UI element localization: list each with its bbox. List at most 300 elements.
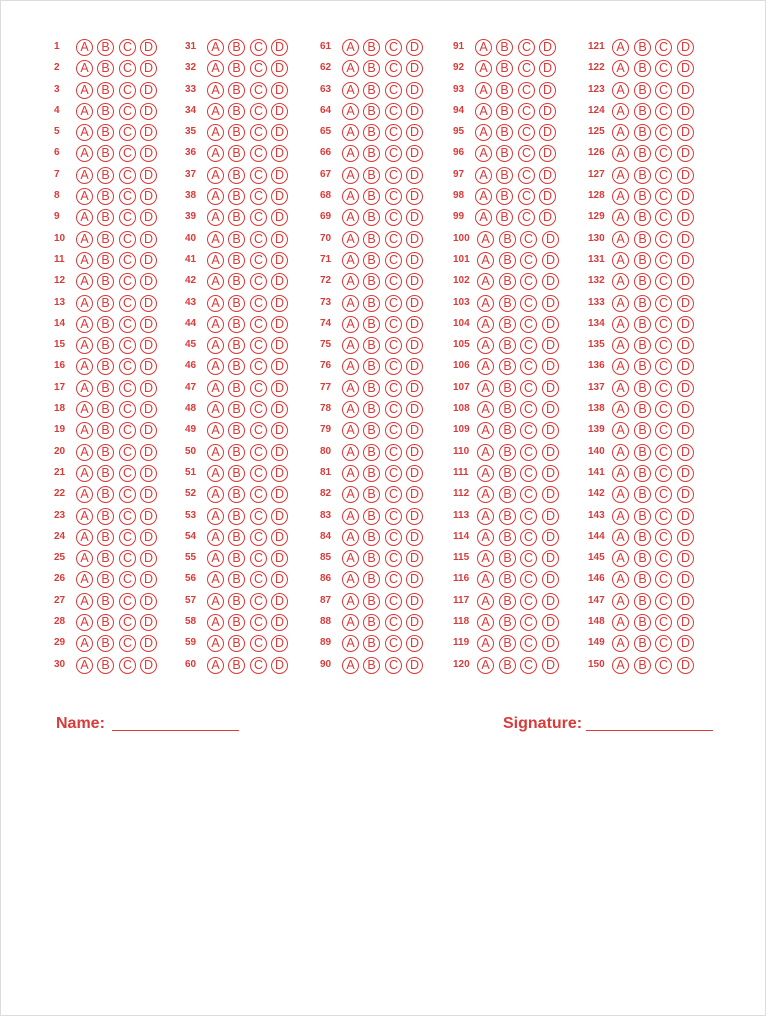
answer-bubble-c[interactable]: C <box>385 529 402 546</box>
answer-bubble-a[interactable]: A <box>475 167 492 184</box>
answer-bubble-a[interactable]: A <box>612 657 629 674</box>
answer-bubble-c[interactable]: C <box>385 380 402 397</box>
answer-bubble-a[interactable]: A <box>207 337 224 354</box>
answer-bubble-b[interactable]: B <box>363 124 380 141</box>
answer-bubble-b[interactable]: B <box>634 316 651 333</box>
answer-bubble-b[interactable]: B <box>228 465 245 482</box>
answer-bubble-b[interactable]: B <box>97 422 114 439</box>
answer-bubble-c[interactable]: C <box>385 571 402 588</box>
answer-bubble-d[interactable]: D <box>406 60 423 77</box>
answer-bubble-c[interactable]: C <box>119 529 136 546</box>
answer-bubble-c[interactable]: C <box>655 380 672 397</box>
answer-bubble-c[interactable]: C <box>250 635 267 652</box>
answer-bubble-d[interactable]: D <box>677 657 694 674</box>
answer-bubble-a[interactable]: A <box>612 614 629 631</box>
answer-bubble-a[interactable]: A <box>612 444 629 461</box>
answer-bubble-c[interactable]: C <box>250 273 267 290</box>
answer-bubble-b[interactable]: B <box>499 508 516 525</box>
answer-bubble-a[interactable]: A <box>475 188 492 205</box>
answer-bubble-a[interactable]: A <box>612 571 629 588</box>
answer-bubble-b[interactable]: B <box>97 635 114 652</box>
answer-bubble-a[interactable]: A <box>477 614 494 631</box>
answer-bubble-c[interactable]: C <box>655 209 672 226</box>
answer-bubble-a[interactable]: A <box>342 550 359 567</box>
answer-bubble-c[interactable]: C <box>520 593 537 610</box>
answer-bubble-d[interactable]: D <box>539 145 556 162</box>
answer-bubble-a[interactable]: A <box>612 145 629 162</box>
answer-bubble-b[interactable]: B <box>634 167 651 184</box>
answer-bubble-c[interactable]: C <box>518 60 535 77</box>
answer-bubble-a[interactable]: A <box>475 209 492 226</box>
answer-bubble-d[interactable]: D <box>677 550 694 567</box>
answer-bubble-b[interactable]: B <box>499 657 516 674</box>
answer-bubble-b[interactable]: B <box>97 188 114 205</box>
answer-bubble-c[interactable]: C <box>655 401 672 418</box>
answer-bubble-b[interactable]: B <box>228 529 245 546</box>
answer-bubble-a[interactable]: A <box>612 508 629 525</box>
answer-bubble-b[interactable]: B <box>363 401 380 418</box>
answer-bubble-a[interactable]: A <box>76 571 93 588</box>
answer-bubble-c[interactable]: C <box>655 422 672 439</box>
answer-bubble-c[interactable]: C <box>119 82 136 99</box>
answer-bubble-d[interactable]: D <box>140 39 157 56</box>
answer-bubble-d[interactable]: D <box>542 486 559 503</box>
answer-bubble-a[interactable]: A <box>475 145 492 162</box>
answer-bubble-b[interactable]: B <box>634 358 651 375</box>
answer-bubble-a[interactable]: A <box>207 295 224 312</box>
answer-bubble-c[interactable]: C <box>655 124 672 141</box>
answer-bubble-b[interactable]: B <box>499 550 516 567</box>
answer-bubble-b[interactable]: B <box>97 529 114 546</box>
answer-bubble-a[interactable]: A <box>477 252 494 269</box>
answer-bubble-a[interactable]: A <box>477 422 494 439</box>
answer-bubble-b[interactable]: B <box>228 444 245 461</box>
answer-bubble-d[interactable]: D <box>677 209 694 226</box>
answer-bubble-b[interactable]: B <box>363 635 380 652</box>
answer-bubble-c[interactable]: C <box>385 337 402 354</box>
answer-bubble-a[interactable]: A <box>342 380 359 397</box>
answer-bubble-d[interactable]: D <box>271 593 288 610</box>
answer-bubble-b[interactable]: B <box>634 231 651 248</box>
signature-line[interactable] <box>586 730 713 731</box>
answer-bubble-c[interactable]: C <box>520 657 537 674</box>
answer-bubble-a[interactable]: A <box>342 465 359 482</box>
answer-bubble-b[interactable]: B <box>363 39 380 56</box>
answer-bubble-d[interactable]: D <box>140 252 157 269</box>
answer-bubble-c[interactable]: C <box>119 337 136 354</box>
answer-bubble-c[interactable]: C <box>385 209 402 226</box>
answer-bubble-c[interactable]: C <box>385 486 402 503</box>
answer-bubble-a[interactable]: A <box>475 60 492 77</box>
answer-bubble-a[interactable]: A <box>342 571 359 588</box>
answer-bubble-d[interactable]: D <box>539 39 556 56</box>
answer-bubble-b[interactable]: B <box>363 273 380 290</box>
answer-bubble-c[interactable]: C <box>655 188 672 205</box>
answer-bubble-d[interactable]: D <box>406 614 423 631</box>
answer-bubble-a[interactable]: A <box>477 465 494 482</box>
answer-bubble-c[interactable]: C <box>385 188 402 205</box>
answer-bubble-a[interactable]: A <box>612 273 629 290</box>
answer-bubble-a[interactable]: A <box>342 635 359 652</box>
answer-bubble-b[interactable]: B <box>363 103 380 120</box>
answer-bubble-a[interactable]: A <box>612 380 629 397</box>
answer-bubble-d[interactable]: D <box>140 316 157 333</box>
answer-bubble-a[interactable]: A <box>207 401 224 418</box>
answer-bubble-a[interactable]: A <box>342 593 359 610</box>
answer-bubble-c[interactable]: C <box>520 508 537 525</box>
answer-bubble-c[interactable]: C <box>119 295 136 312</box>
answer-bubble-c[interactable]: C <box>655 529 672 546</box>
answer-bubble-c[interactable]: C <box>119 358 136 375</box>
answer-bubble-d[interactable]: D <box>271 295 288 312</box>
answer-bubble-b[interactable]: B <box>496 124 513 141</box>
answer-bubble-c[interactable]: C <box>119 465 136 482</box>
answer-bubble-a[interactable]: A <box>612 358 629 375</box>
answer-bubble-d[interactable]: D <box>542 571 559 588</box>
answer-bubble-a[interactable]: A <box>477 657 494 674</box>
answer-bubble-d[interactable]: D <box>406 444 423 461</box>
answer-bubble-b[interactable]: B <box>228 657 245 674</box>
answer-bubble-a[interactable]: A <box>76 252 93 269</box>
answer-bubble-a[interactable]: A <box>207 593 224 610</box>
answer-bubble-a[interactable]: A <box>477 316 494 333</box>
answer-bubble-b[interactable]: B <box>228 614 245 631</box>
answer-bubble-d[interactable]: D <box>271 529 288 546</box>
answer-bubble-d[interactable]: D <box>406 82 423 99</box>
answer-bubble-d[interactable]: D <box>271 103 288 120</box>
answer-bubble-b[interactable]: B <box>634 593 651 610</box>
answer-bubble-c[interactable]: C <box>518 103 535 120</box>
answer-bubble-d[interactable]: D <box>542 380 559 397</box>
answer-bubble-c[interactable]: C <box>119 571 136 588</box>
answer-bubble-b[interactable]: B <box>634 60 651 77</box>
answer-bubble-d[interactable]: D <box>677 358 694 375</box>
answer-bubble-d[interactable]: D <box>406 571 423 588</box>
answer-bubble-d[interactable]: D <box>271 82 288 99</box>
answer-bubble-b[interactable]: B <box>634 82 651 99</box>
answer-bubble-a[interactable]: A <box>475 124 492 141</box>
answer-bubble-b[interactable]: B <box>634 529 651 546</box>
answer-bubble-d[interactable]: D <box>140 273 157 290</box>
answer-bubble-c[interactable]: C <box>520 635 537 652</box>
answer-bubble-a[interactable]: A <box>207 124 224 141</box>
answer-bubble-c[interactable]: C <box>250 401 267 418</box>
answer-bubble-d[interactable]: D <box>677 252 694 269</box>
answer-bubble-d[interactable]: D <box>140 571 157 588</box>
answer-bubble-b[interactable]: B <box>363 295 380 312</box>
answer-bubble-c[interactable]: C <box>520 571 537 588</box>
answer-bubble-d[interactable]: D <box>140 188 157 205</box>
answer-bubble-a[interactable]: A <box>76 167 93 184</box>
answer-bubble-d[interactable]: D <box>539 209 556 226</box>
answer-bubble-b[interactable]: B <box>228 593 245 610</box>
answer-bubble-a[interactable]: A <box>76 465 93 482</box>
answer-bubble-a[interactable]: A <box>612 550 629 567</box>
answer-bubble-d[interactable]: D <box>406 273 423 290</box>
answer-bubble-c[interactable]: C <box>385 145 402 162</box>
answer-bubble-d[interactable]: D <box>677 422 694 439</box>
answer-bubble-a[interactable]: A <box>207 529 224 546</box>
answer-bubble-b[interactable]: B <box>363 571 380 588</box>
answer-bubble-d[interactable]: D <box>140 231 157 248</box>
answer-bubble-c[interactable]: C <box>250 422 267 439</box>
answer-bubble-d[interactable]: D <box>539 103 556 120</box>
answer-bubble-b[interactable]: B <box>97 380 114 397</box>
answer-bubble-b[interactable]: B <box>228 316 245 333</box>
name-line[interactable] <box>112 730 239 731</box>
answer-bubble-a[interactable]: A <box>76 486 93 503</box>
answer-bubble-c[interactable]: C <box>655 465 672 482</box>
answer-bubble-a[interactable]: A <box>76 380 93 397</box>
answer-bubble-c[interactable]: C <box>119 550 136 567</box>
answer-bubble-d[interactable]: D <box>542 593 559 610</box>
answer-bubble-b[interactable]: B <box>496 82 513 99</box>
answer-bubble-d[interactable]: D <box>406 231 423 248</box>
answer-bubble-d[interactable]: D <box>271 60 288 77</box>
answer-bubble-d[interactable]: D <box>271 486 288 503</box>
answer-bubble-b[interactable]: B <box>363 444 380 461</box>
answer-bubble-a[interactable]: A <box>612 316 629 333</box>
answer-bubble-d[interactable]: D <box>406 124 423 141</box>
answer-bubble-c[interactable]: C <box>119 252 136 269</box>
answer-bubble-c[interactable]: C <box>518 82 535 99</box>
answer-bubble-d[interactable]: D <box>677 508 694 525</box>
answer-bubble-d[interactable]: D <box>271 614 288 631</box>
answer-bubble-b[interactable]: B <box>363 145 380 162</box>
answer-bubble-a[interactable]: A <box>76 593 93 610</box>
answer-bubble-b[interactable]: B <box>363 60 380 77</box>
answer-bubble-d[interactable]: D <box>542 337 559 354</box>
answer-bubble-c[interactable]: C <box>520 295 537 312</box>
answer-bubble-d[interactable]: D <box>271 508 288 525</box>
answer-bubble-a[interactable]: A <box>477 358 494 375</box>
answer-bubble-b[interactable]: B <box>634 571 651 588</box>
answer-bubble-d[interactable]: D <box>406 295 423 312</box>
answer-bubble-b[interactable]: B <box>228 273 245 290</box>
answer-bubble-d[interactable]: D <box>542 358 559 375</box>
answer-bubble-b[interactable]: B <box>228 231 245 248</box>
answer-bubble-d[interactable]: D <box>677 231 694 248</box>
answer-bubble-c[interactable]: C <box>250 358 267 375</box>
answer-bubble-a[interactable]: A <box>76 82 93 99</box>
answer-bubble-c[interactable]: C <box>385 635 402 652</box>
answer-bubble-c[interactable]: C <box>520 444 537 461</box>
answer-bubble-c[interactable]: C <box>250 124 267 141</box>
answer-bubble-d[interactable]: D <box>406 337 423 354</box>
answer-bubble-d[interactable]: D <box>677 465 694 482</box>
answer-bubble-b[interactable]: B <box>97 82 114 99</box>
answer-bubble-a[interactable]: A <box>76 422 93 439</box>
answer-bubble-b[interactable]: B <box>499 273 516 290</box>
answer-bubble-b[interactable]: B <box>228 124 245 141</box>
answer-bubble-b[interactable]: B <box>499 571 516 588</box>
answer-bubble-a[interactable]: A <box>207 444 224 461</box>
answer-bubble-a[interactable]: A <box>76 316 93 333</box>
answer-bubble-d[interactable]: D <box>140 145 157 162</box>
answer-bubble-a[interactable]: A <box>342 167 359 184</box>
answer-bubble-b[interactable]: B <box>228 252 245 269</box>
answer-bubble-c[interactable]: C <box>250 444 267 461</box>
answer-bubble-c[interactable]: C <box>655 571 672 588</box>
answer-bubble-c[interactable]: C <box>385 593 402 610</box>
answer-bubble-c[interactable]: C <box>655 614 672 631</box>
answer-bubble-c[interactable]: C <box>655 316 672 333</box>
answer-bubble-a[interactable]: A <box>612 39 629 56</box>
answer-bubble-b[interactable]: B <box>97 60 114 77</box>
answer-bubble-c[interactable]: C <box>250 82 267 99</box>
answer-bubble-c[interactable]: C <box>655 486 672 503</box>
answer-bubble-c[interactable]: C <box>655 358 672 375</box>
answer-bubble-d[interactable]: D <box>406 145 423 162</box>
answer-bubble-b[interactable]: B <box>97 444 114 461</box>
answer-bubble-c[interactable]: C <box>119 593 136 610</box>
answer-bubble-a[interactable]: A <box>76 550 93 567</box>
answer-bubble-d[interactable]: D <box>542 316 559 333</box>
answer-bubble-b[interactable]: B <box>97 593 114 610</box>
answer-bubble-b[interactable]: B <box>499 635 516 652</box>
answer-bubble-c[interactable]: C <box>250 614 267 631</box>
answer-bubble-a[interactable]: A <box>342 295 359 312</box>
answer-bubble-b[interactable]: B <box>97 209 114 226</box>
answer-bubble-b[interactable]: B <box>634 486 651 503</box>
answer-bubble-c[interactable]: C <box>520 316 537 333</box>
answer-bubble-a[interactable]: A <box>477 571 494 588</box>
answer-bubble-a[interactable]: A <box>342 529 359 546</box>
answer-bubble-d[interactable]: D <box>677 124 694 141</box>
answer-bubble-a[interactable]: A <box>342 358 359 375</box>
answer-bubble-d[interactable]: D <box>542 252 559 269</box>
answer-bubble-c[interactable]: C <box>250 295 267 312</box>
answer-bubble-d[interactable]: D <box>406 209 423 226</box>
answer-bubble-d[interactable]: D <box>140 60 157 77</box>
answer-bubble-a[interactable]: A <box>477 295 494 312</box>
answer-bubble-d[interactable]: D <box>140 614 157 631</box>
answer-bubble-d[interactable]: D <box>542 614 559 631</box>
answer-bubble-a[interactable]: A <box>612 103 629 120</box>
answer-bubble-b[interactable]: B <box>97 316 114 333</box>
answer-bubble-b[interactable]: B <box>634 635 651 652</box>
answer-bubble-b[interactable]: B <box>499 231 516 248</box>
answer-bubble-a[interactable]: A <box>612 209 629 226</box>
answer-bubble-c[interactable]: C <box>385 82 402 99</box>
answer-bubble-a[interactable]: A <box>342 657 359 674</box>
answer-bubble-d[interactable]: D <box>542 635 559 652</box>
answer-bubble-d[interactable]: D <box>140 657 157 674</box>
answer-bubble-b[interactable]: B <box>499 465 516 482</box>
answer-bubble-c[interactable]: C <box>119 380 136 397</box>
answer-bubble-c[interactable]: C <box>655 82 672 99</box>
answer-bubble-a[interactable]: A <box>207 380 224 397</box>
answer-bubble-b[interactable]: B <box>228 550 245 567</box>
answer-bubble-d[interactable]: D <box>677 571 694 588</box>
answer-bubble-d[interactable]: D <box>140 465 157 482</box>
answer-bubble-c[interactable]: C <box>250 39 267 56</box>
answer-bubble-c[interactable]: C <box>655 167 672 184</box>
answer-bubble-b[interactable]: B <box>228 145 245 162</box>
answer-bubble-c[interactable]: C <box>655 550 672 567</box>
answer-bubble-b[interactable]: B <box>228 401 245 418</box>
answer-bubble-d[interactable]: D <box>406 508 423 525</box>
answer-bubble-b[interactable]: B <box>228 380 245 397</box>
answer-bubble-a[interactable]: A <box>342 422 359 439</box>
answer-bubble-b[interactable]: B <box>499 337 516 354</box>
answer-bubble-a[interactable]: A <box>477 273 494 290</box>
answer-bubble-a[interactable]: A <box>76 295 93 312</box>
answer-bubble-b[interactable]: B <box>363 593 380 610</box>
answer-bubble-a[interactable]: A <box>342 486 359 503</box>
answer-bubble-d[interactable]: D <box>271 39 288 56</box>
answer-bubble-d[interactable]: D <box>140 422 157 439</box>
answer-bubble-d[interactable]: D <box>677 380 694 397</box>
answer-bubble-b[interactable]: B <box>496 145 513 162</box>
answer-bubble-b[interactable]: B <box>228 209 245 226</box>
answer-bubble-b[interactable]: B <box>499 358 516 375</box>
answer-bubble-d[interactable]: D <box>140 635 157 652</box>
answer-bubble-a[interactable]: A <box>477 486 494 503</box>
answer-bubble-b[interactable]: B <box>496 39 513 56</box>
answer-bubble-d[interactable]: D <box>677 167 694 184</box>
answer-bubble-c[interactable]: C <box>385 614 402 631</box>
answer-bubble-a[interactable]: A <box>207 273 224 290</box>
answer-bubble-d[interactable]: D <box>271 337 288 354</box>
answer-bubble-b[interactable]: B <box>363 337 380 354</box>
answer-bubble-c[interactable]: C <box>119 422 136 439</box>
answer-bubble-a[interactable]: A <box>207 145 224 162</box>
answer-bubble-d[interactable]: D <box>542 273 559 290</box>
answer-bubble-a[interactable]: A <box>76 444 93 461</box>
answer-bubble-b[interactable]: B <box>499 593 516 610</box>
answer-bubble-a[interactable]: A <box>475 39 492 56</box>
answer-bubble-b[interactable]: B <box>499 401 516 418</box>
answer-bubble-a[interactable]: A <box>207 550 224 567</box>
answer-bubble-b[interactable]: B <box>634 124 651 141</box>
answer-bubble-d[interactable]: D <box>271 444 288 461</box>
answer-bubble-b[interactable]: B <box>228 188 245 205</box>
answer-bubble-d[interactable]: D <box>271 465 288 482</box>
answer-bubble-c[interactable]: C <box>655 273 672 290</box>
answer-bubble-a[interactable]: A <box>477 444 494 461</box>
answer-bubble-a[interactable]: A <box>76 358 93 375</box>
answer-bubble-d[interactable]: D <box>677 444 694 461</box>
answer-bubble-d[interactable]: D <box>271 550 288 567</box>
answer-bubble-d[interactable]: D <box>140 82 157 99</box>
answer-bubble-b[interactable]: B <box>97 550 114 567</box>
answer-bubble-c[interactable]: C <box>385 167 402 184</box>
answer-bubble-a[interactable]: A <box>612 337 629 354</box>
answer-bubble-c[interactable]: C <box>518 209 535 226</box>
answer-bubble-d[interactable]: D <box>677 82 694 99</box>
answer-bubble-c[interactable]: C <box>119 316 136 333</box>
answer-bubble-b[interactable]: B <box>634 103 651 120</box>
answer-bubble-c[interactable]: C <box>250 103 267 120</box>
answer-bubble-a[interactable]: A <box>207 316 224 333</box>
answer-bubble-b[interactable]: B <box>228 39 245 56</box>
answer-bubble-a[interactable]: A <box>207 167 224 184</box>
answer-bubble-a[interactable]: A <box>76 60 93 77</box>
answer-bubble-c[interactable]: C <box>385 358 402 375</box>
answer-bubble-c[interactable]: C <box>250 145 267 162</box>
answer-bubble-c[interactable]: C <box>520 486 537 503</box>
answer-bubble-a[interactable]: A <box>612 231 629 248</box>
answer-bubble-a[interactable]: A <box>207 508 224 525</box>
answer-bubble-b[interactable]: B <box>499 422 516 439</box>
answer-bubble-c[interactable]: C <box>250 380 267 397</box>
answer-bubble-b[interactable]: B <box>363 508 380 525</box>
answer-bubble-d[interactable]: D <box>539 60 556 77</box>
answer-bubble-d[interactable]: D <box>140 358 157 375</box>
answer-bubble-d[interactable]: D <box>406 529 423 546</box>
answer-bubble-a[interactable]: A <box>342 188 359 205</box>
